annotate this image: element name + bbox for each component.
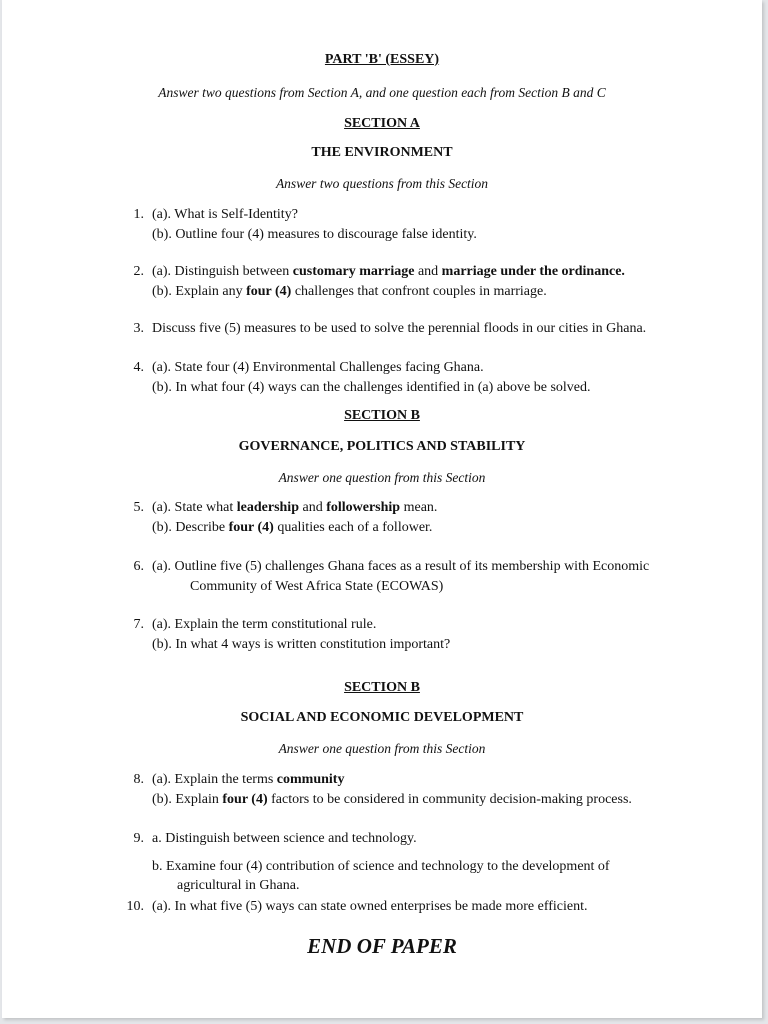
question-number: 10. [126,899,144,914]
question-line: (b). Describe four (4) qualities each of a follower. [152,520,433,535]
question-number: 4. [133,360,144,375]
question-line: (b). Explain any four (4) challenges that confront couples in marriage. [152,284,547,299]
question-line: (a). What is Self-Identity? [152,207,298,222]
question-line: a. Distinguish between science and technology. [152,831,417,846]
question-line: (a). Outline five (5) challenges Ghana faces as a result of its membership with Economic [152,559,650,574]
question-line: b. Examine four (4) contribution of science and technology to the development of [152,859,610,874]
section-a-title: THE ENVIRONMENT [311,145,453,160]
question-line: (a). In what five (5) ways can state owned enterprises be made more efficient. [152,899,588,914]
question-number: 5. [133,500,144,515]
question-line: Discuss five (5) measures to be used to solve the perennial floods in our cities in Ghana. [152,321,647,336]
question-number: 9. [133,831,144,846]
section-c-title: SOCIAL AND ECONOMIC DEVELOPMENT [240,710,524,725]
section-a-heading: SECTION A [344,116,420,131]
question-line: (b). In what four (4) ways can the challenges identified in (a) above be solved. [152,380,591,395]
end-of-paper: END OF PAPER [307,934,457,958]
question-line: Community of West Africa State (ECOWAS) [190,579,444,594]
question-number: 2. [133,264,144,279]
question-number: 6. [133,559,144,574]
question-line: (a). Explain the terms community [152,772,345,787]
question-number: 8. [133,772,144,787]
section-b-heading: SECTION B [344,408,420,423]
question-line: (a). Explain the term constitutional rule. [152,617,377,632]
section-b-title: GOVERNANCE, POLITICS AND STABILITY [238,439,526,454]
question-line: (b). Explain four (4) factors to be considered in community decision-making process. [152,792,632,807]
part-title: PART 'B' (ESSEY) [324,52,440,67]
section-a-instruction: Answer two questions from this Section [275,176,489,191]
question-line: (b). In what 4 ways is written constitution important? [152,637,451,652]
question-line: agricultural in Ghana. [177,878,300,893]
section-c-instruction: Answer one question from this Section [278,741,486,756]
section-b-instruction: Answer one question from this Section [278,470,486,485]
section-c-heading: SECTION B [344,680,420,695]
question-line: (b). Outline four (4) measures to discourage false identity. [152,227,477,242]
main-instruction: Answer two questions from Section A, and one question each from Section B and C [158,85,606,100]
question-line: (a). Distinguish between customary marriage and marriage under the ordinance. [152,264,625,279]
question-line: (a). State what leadership and followership mean. [152,500,438,515]
question-number: 1. [133,207,144,222]
question-number: 7. [133,617,144,632]
question-number: 3. [133,321,144,336]
exam-page [2,0,762,1018]
question-line: (a). State four (4) Environmental Challenges facing Ghana. [152,360,484,375]
